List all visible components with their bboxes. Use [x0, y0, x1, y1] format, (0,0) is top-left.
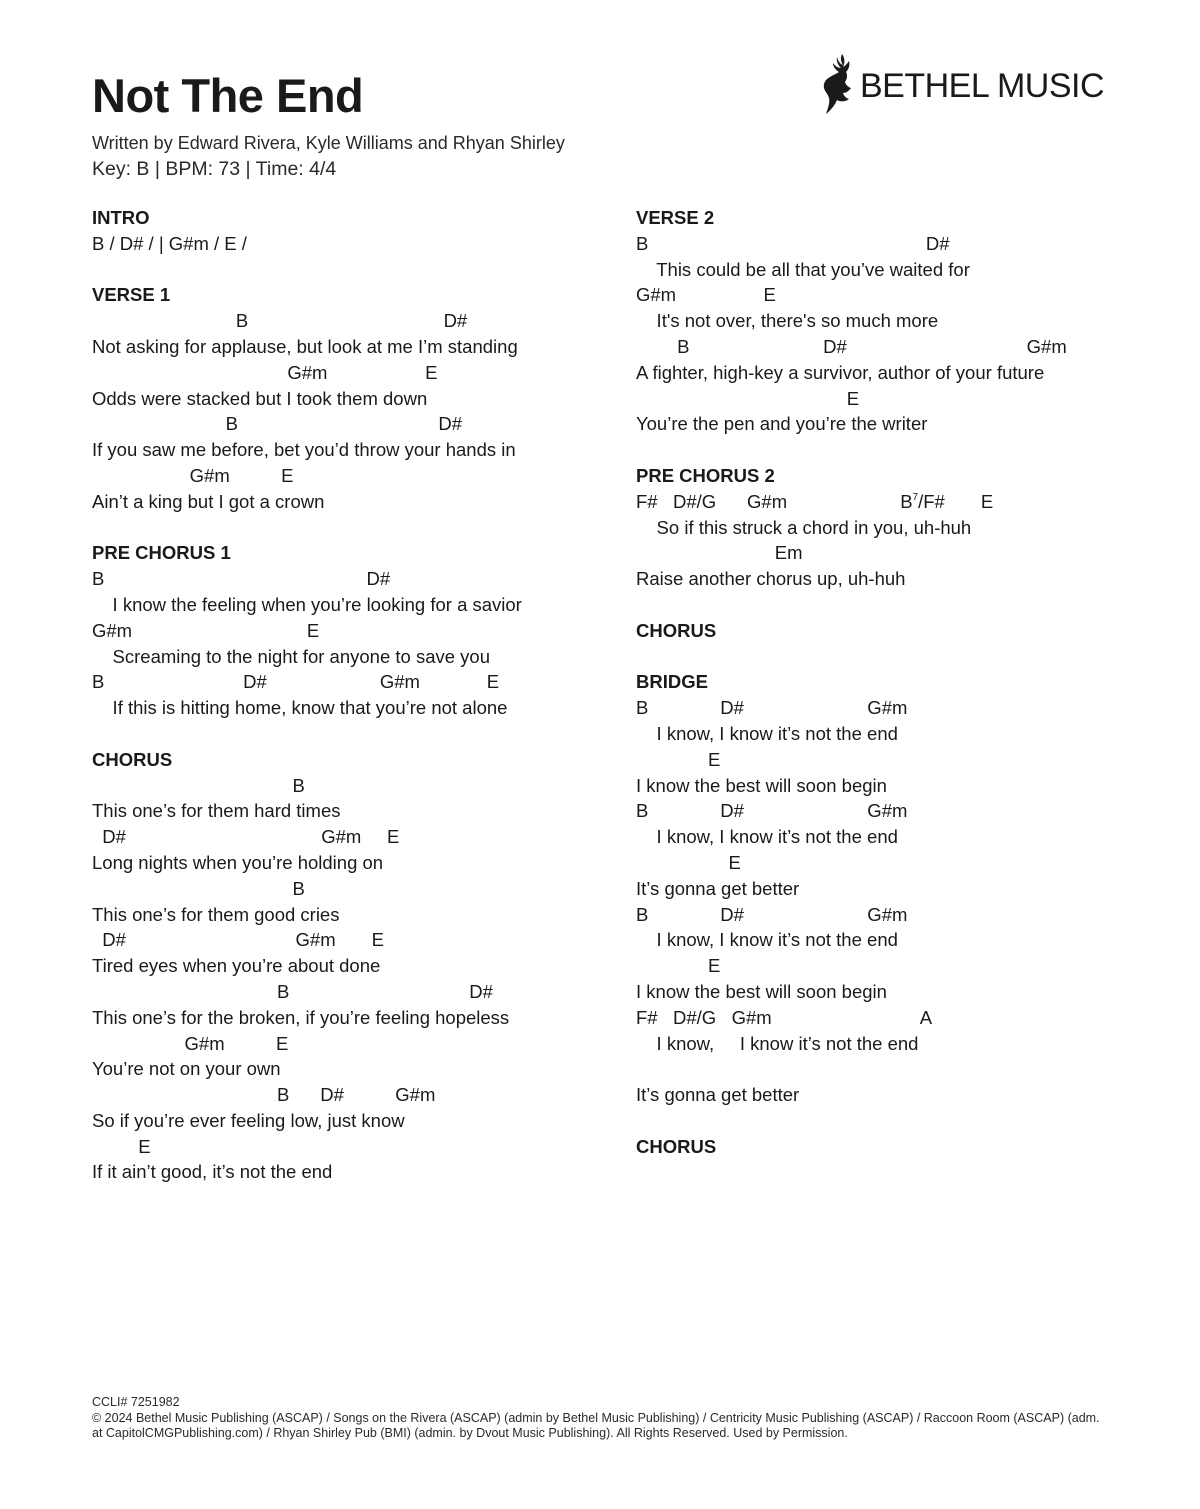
- song-line: E: [636, 387, 860, 409]
- song-line: It’s gonna get better: [636, 877, 800, 899]
- song-key-bpm-time: Key: B | BPM: 73 | Time: 4/4: [92, 158, 337, 180]
- song-line: Screaming to the night for anyone to save you: [92, 645, 490, 667]
- song-line: I know the best will soon begin: [636, 980, 887, 1002]
- logo-text: BETHEL MUSIC: [860, 67, 1105, 105]
- song-line: F# D#/G G#m A: [636, 1006, 933, 1028]
- section-heading: CHORUS: [636, 1135, 717, 1157]
- song-line: So if this struck a chord in you, uh-huh: [636, 516, 972, 538]
- song-line: B D# G#m E: [92, 671, 500, 693]
- left-column: [92, 205, 612, 1185]
- copyright-notice: © 2024 Bethel Music Publishing (ASCAP) / Songs on the Rivera (ASCAP) (admin by Bethel Music Publishing) / Centricity Music Publishing (ASCAP) / Raccoon Room (ASCAP) (adm. at CapitolCMGPublishing.com) / Rhyan Shirley Pub (BMI) (admin. by Dvout Music Publishing). All Rights Reserved. Used by Permission.: [92, 1410, 1100, 1440]
- spacer-line: [636, 644, 1116, 670]
- song-line: I know, I know it’s not the end: [636, 1032, 919, 1054]
- song-line: I know, I know it’s not the end: [636, 929, 898, 951]
- song-line: Long nights when you’re holding on: [92, 851, 384, 873]
- ccli-number: CCLI# 7251982: [92, 1395, 180, 1409]
- song-line: B / D# / | G#m / E /: [92, 232, 247, 254]
- chord-superscript: 7: [912, 491, 919, 503]
- song-line: B D#: [636, 232, 950, 254]
- song-line: This one’s for them hard times: [92, 800, 341, 822]
- song-line: This one’s for them good cries: [92, 903, 340, 925]
- spacer-line: [636, 437, 1116, 463]
- song-line: If it ain’t good, it’s not the end: [92, 1161, 333, 1183]
- song-line: B D# G#m: [636, 903, 908, 925]
- song-line: G#m E: [92, 1032, 289, 1054]
- song-line: G#m E: [92, 619, 320, 641]
- song-line: Ain’t a king but I got a crown: [92, 490, 325, 512]
- song-line: B D# G#m: [636, 800, 908, 822]
- song-line: Em: [636, 542, 803, 564]
- song-line: Raise another chorus up, uh-huh: [636, 568, 906, 590]
- spacer-line: [636, 1056, 1116, 1082]
- chord-suffix: /F# E: [918, 490, 994, 512]
- song-line: Odds were stacked but I took them down: [92, 387, 428, 409]
- song-line: G#m E: [92, 464, 294, 486]
- section-heading: CHORUS: [636, 619, 717, 641]
- bethel-music-logo: [818, 52, 1104, 120]
- section-heading: CHORUS: [92, 748, 173, 770]
- song-line: E: [636, 955, 721, 977]
- section-heading: VERSE 2: [636, 207, 715, 228]
- song-line: Not asking for applause, but look at me I’m standing: [92, 335, 518, 357]
- song-line: B D# G#m: [636, 335, 1067, 357]
- song-line: This one’s for the broken, if you’re feeling hopeless: [92, 1006, 510, 1028]
- song-line: G#m E: [636, 284, 776, 306]
- spacer-line: [636, 592, 1116, 618]
- song-line: It’s gonna get better: [636, 1084, 800, 1106]
- song-line: I know, I know it’s not the end: [636, 722, 898, 744]
- song-line: G#m E: [92, 361, 438, 383]
- song-credits: Written by Edward Rivera, Kyle Williams and Rhyan Shirley: [92, 133, 565, 153]
- song-line: D# G#m E: [92, 929, 384, 951]
- song-line: You’re not on your own: [92, 1058, 281, 1080]
- song-line: B D#: [92, 980, 493, 1002]
- song-line: This could be all that you’ve waited for: [636, 258, 970, 280]
- song-line: B D# G#m: [636, 697, 908, 719]
- spacer-line: [636, 1108, 1116, 1134]
- section-heading: VERSE 1: [92, 284, 171, 306]
- song-line: F# D#/G G#m $B^7/F\#$ E: [636, 490, 994, 512]
- section-heading: INTRO: [92, 207, 150, 228]
- song-line: It's not over, there's so much more: [636, 310, 939, 332]
- song-line: B: [92, 774, 305, 796]
- right-column: [636, 205, 1116, 1159]
- song-line: Tired eyes when you’re about done: [92, 955, 381, 977]
- spacer-line: [92, 515, 612, 541]
- song-line: You’re the pen and you’re the writer: [636, 413, 928, 435]
- song-line: A fighter, high-key a survivor, author of your future: [636, 361, 1045, 383]
- deer-head-icon: [818, 52, 854, 120]
- song-line: So if you’re ever feeling low, just know: [92, 1109, 405, 1131]
- section-heading: PRE CHORUS 1: [92, 542, 231, 564]
- song-line: E: [636, 851, 741, 873]
- section-heading: PRE CHORUS 2: [636, 464, 775, 486]
- song-line: B D# G#m: [92, 1084, 436, 1106]
- song-title: Not The End: [92, 69, 364, 122]
- song-line: B D#: [92, 310, 468, 332]
- section-heading: BRIDGE: [636, 671, 708, 693]
- song-line: E: [92, 1135, 151, 1157]
- song-line: If you saw me before, bet you’d throw your hands in: [92, 439, 516, 461]
- song-line: If this is hitting home, know that you’re not alone: [92, 697, 508, 719]
- song-line: I know the feeling when you’re looking for a savior: [92, 593, 522, 615]
- song-line: I know the best will soon begin: [636, 774, 887, 796]
- song-line: B: [92, 877, 305, 899]
- song-line: I know, I know it’s not the end: [636, 826, 898, 848]
- footer: [92, 1395, 1112, 1442]
- spacer-line: [92, 257, 612, 283]
- song-line: B D#: [92, 413, 463, 435]
- song-line: E: [636, 748, 721, 770]
- spacer-line: [92, 721, 612, 747]
- song-line: D# G#m E: [92, 826, 400, 848]
- song-line: B D#: [92, 568, 391, 590]
